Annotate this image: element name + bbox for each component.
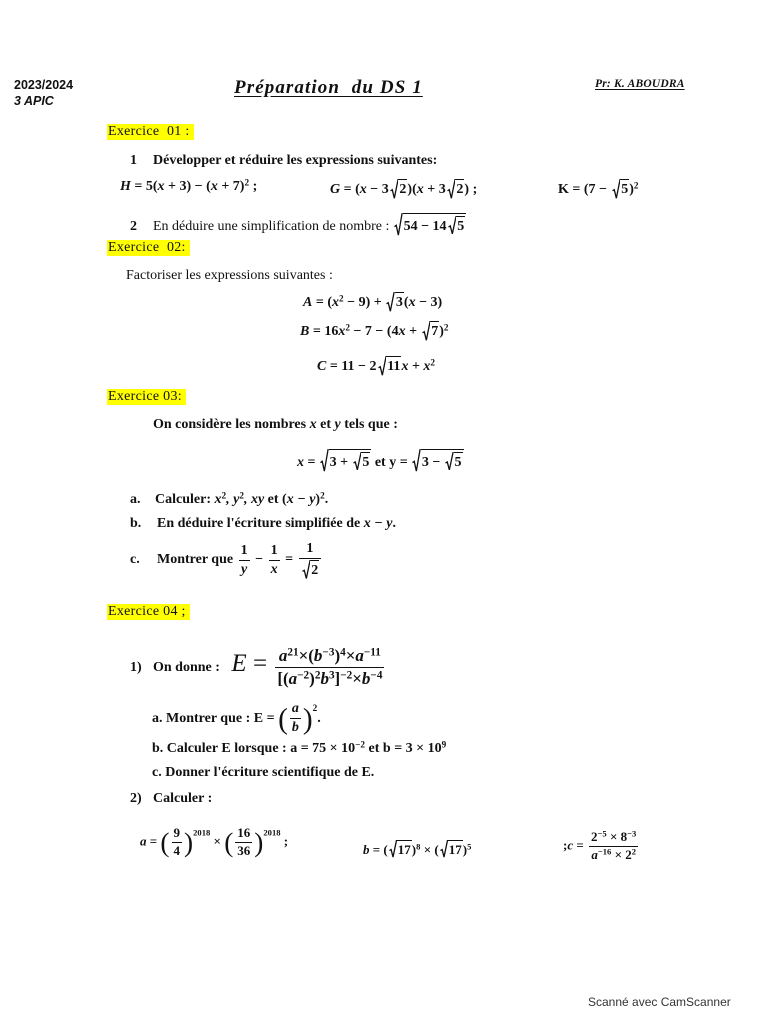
- math-text: 2: [591, 829, 598, 844]
- math-variable: x: [309, 417, 317, 432]
- superscript: [370, 669, 382, 681]
- superscript: [598, 847, 611, 857]
- math-text: 2: [320, 490, 325, 501]
- math-text: =: [304, 455, 319, 470]
- math-variable: x: [297, 455, 304, 470]
- math-text: 2018: [263, 827, 281, 838]
- math-text: = 11 − 2: [326, 359, 377, 374]
- radical-sign-icon: [612, 179, 621, 199]
- math-text: 3: [328, 668, 335, 681]
- math-variable: b: [320, 668, 329, 688]
- expression-b: [300, 321, 449, 341]
- math-text: ×: [210, 833, 225, 849]
- math-text: 3: [395, 295, 403, 310]
- teacher-name: Pr: K. ABOUDRA: [595, 78, 685, 90]
- math-text: Montrer que: [157, 552, 237, 568]
- radical-sign-icon: [447, 179, 456, 199]
- math-variable: a: [278, 646, 288, 665]
- fraction-numerator: [275, 646, 384, 668]
- radical-sign-icon: [302, 560, 311, 579]
- exercise-3-item-c: [130, 541, 323, 579]
- math-variable: , xy: [243, 492, 265, 507]
- math-text: 1: [240, 542, 248, 558]
- math-text: 21: [287, 646, 299, 659]
- fraction-denominator: [269, 561, 280, 578]
- math-text: 2: [311, 563, 319, 579]
- math-variable: , y: [226, 492, 240, 507]
- square-root: [302, 560, 320, 579]
- math-text: ]: [334, 668, 341, 688]
- math-text: −: [251, 552, 267, 568]
- superscript: [355, 739, 365, 749]
- fraction: [239, 543, 250, 578]
- math-variable: c: [567, 837, 574, 853]
- radical-sign-icon: [378, 356, 387, 376]
- fraction-denominator: [589, 847, 638, 863]
- math-text: Calculer:: [155, 492, 215, 507]
- fraction-denominator: [299, 559, 322, 579]
- math-text: ): [629, 182, 634, 197]
- expression-e-lhs: [231, 650, 273, 677]
- radical-sign-icon: [390, 179, 399, 199]
- fraction: [235, 826, 252, 859]
- radicand: [454, 452, 463, 470]
- radicand: [386, 356, 401, 374]
- math-text: 2: [338, 293, 344, 304]
- question-number: 1): [130, 659, 142, 675]
- math-variable: x: [423, 359, 431, 374]
- square-root: [612, 179, 630, 199]
- question-text: Calculer :: [153, 791, 213, 806]
- radical-sign-icon: [353, 452, 362, 470]
- math-text: 5: [621, 182, 629, 197]
- radicand: [329, 449, 372, 470]
- math-variable: x: [398, 324, 406, 339]
- math-text: 2: [221, 490, 227, 501]
- exercise-3-item-b: [130, 516, 396, 533]
- exercise-4-item-c: [152, 765, 374, 782]
- calculation-a: [140, 826, 288, 859]
- math-variable: B: [300, 324, 310, 339]
- square-root: [386, 292, 404, 312]
- superscript: [444, 322, 449, 332]
- superscript: [322, 646, 334, 658]
- superscript: [364, 646, 381, 658]
- math-variable: b: [291, 720, 299, 736]
- math-text: ): [411, 842, 417, 857]
- math-text: 2: [456, 182, 464, 197]
- expression-k: [558, 179, 638, 199]
- math-text: 2: [399, 182, 407, 197]
- radicand: [403, 213, 467, 234]
- radicand: [421, 449, 464, 470]
- math-text: et b = 3 × 10: [365, 741, 442, 756]
- math-variable: x: [210, 179, 218, 194]
- radicand: [430, 321, 439, 339]
- exercise-1-question-2: [130, 213, 466, 236]
- math-text: 4: [173, 842, 181, 858]
- exercise-1-label: Exercice 01 :: [107, 124, 194, 140]
- radicand: [620, 179, 629, 197]
- exercise-4-question-1: [130, 646, 386, 688]
- item-text: [157, 516, 396, 531]
- exercise-3-label: Exercice 03:: [107, 389, 186, 405]
- math-text: × (: [420, 842, 439, 857]
- expression-e-fraction: [273, 646, 386, 688]
- fraction-denominator: [239, 561, 249, 578]
- big-parenthesis: (: [224, 827, 234, 858]
- math-text: ;: [563, 837, 568, 853]
- exercise-1-question-1: [130, 153, 437, 170]
- math-text: 2: [239, 490, 244, 501]
- calculation-b: [363, 840, 471, 858]
- fraction: [275, 646, 384, 688]
- math-text: = 5(: [130, 179, 158, 194]
- big-parenthesis: ): [184, 827, 194, 858]
- math-text: a. Montrer que : E =: [152, 710, 279, 726]
- math-text: −4: [370, 668, 383, 681]
- math-variable: b: [363, 842, 370, 857]
- math-variable: a: [140, 833, 147, 849]
- math-text: b. Calculer E lorsque : a = 75 × 10: [152, 741, 356, 756]
- superscript: [467, 842, 471, 852]
- math-text: 5: [457, 219, 465, 234]
- expression-h: [120, 179, 257, 196]
- radical-sign-icon: [412, 449, 421, 472]
- exercise-2-label: Exercice 02:: [107, 240, 190, 256]
- math-text: 2: [345, 322, 350, 333]
- square-root: [445, 452, 463, 470]
- math-text: 11: [387, 359, 401, 374]
- radicand: [398, 179, 407, 197]
- radicand: [395, 292, 404, 310]
- math-text: 5: [467, 841, 472, 852]
- math-variable: x: [157, 179, 165, 194]
- big-parenthesis: (: [278, 703, 288, 736]
- radicand: [310, 560, 319, 578]
- math-text: 2: [631, 846, 637, 857]
- item-text: [155, 492, 328, 507]
- math-text: −2: [355, 739, 366, 750]
- fraction: [299, 541, 322, 579]
- fraction-denominator: [275, 668, 384, 689]
- math-text: 1: [270, 542, 278, 558]
- math-text: K = (7 −: [558, 182, 611, 197]
- math-text: − 3: [366, 182, 389, 197]
- nested-root-expression: [393, 219, 466, 234]
- square-root: [412, 449, 463, 472]
- superscript: [287, 646, 298, 658]
- math-text: .: [324, 492, 329, 507]
- superscript: [634, 180, 639, 190]
- math-text: 2: [314, 668, 321, 681]
- math-text: ) ;: [464, 182, 478, 197]
- math-text: −11: [363, 646, 381, 659]
- calculation-c: [563, 830, 640, 863]
- math-text: ×(: [298, 646, 314, 665]
- math-text: 2018: [193, 827, 211, 838]
- math-text: 17: [448, 842, 462, 857]
- math-variable: y: [334, 417, 341, 432]
- superscript: [442, 739, 447, 749]
- exercise-4-question-2: [130, 791, 212, 808]
- math-text: ): [334, 646, 341, 665]
- math-text: tels que :: [340, 417, 398, 432]
- question-number: 2): [130, 791, 142, 806]
- math-text: = (: [312, 295, 332, 310]
- math-text: 1: [306, 541, 314, 556]
- math-text: − 7 − (4: [349, 324, 399, 339]
- fraction-denominator: [290, 719, 301, 736]
- radical-sign-icon: [422, 321, 431, 341]
- math-variable: a: [355, 646, 364, 665]
- question-number: 2: [130, 219, 137, 234]
- fraction-numerator: [235, 826, 252, 843]
- math-text: =: [246, 649, 274, 677]
- math-text: On considère les nombres: [153, 417, 310, 432]
- math-variable: b: [313, 646, 323, 665]
- math-text: 4: [340, 646, 346, 659]
- math-variable: H: [120, 179, 131, 194]
- math-text: 9: [441, 739, 447, 750]
- math-variable: x: [331, 295, 339, 310]
- math-variable: x: [270, 561, 278, 577]
- math-text: −3: [627, 828, 637, 839]
- math-text: ): [439, 324, 444, 339]
- math-text: − 3): [415, 295, 443, 310]
- math-text: 5: [454, 455, 462, 470]
- superscript: [263, 828, 280, 838]
- math-text: +: [405, 324, 421, 339]
- math-variable: G: [330, 182, 341, 197]
- exercise-4-item-b: [152, 741, 446, 758]
- math-variable: x: [359, 182, 367, 197]
- radical-sign-icon: [440, 840, 448, 858]
- math-text: 2: [633, 180, 639, 191]
- math-text: 2: [244, 177, 250, 188]
- math-text: 3 +: [329, 455, 352, 470]
- question-text: Développer et réduire les expressions suivantes:: [153, 153, 438, 168]
- exercise-3-instruction: [153, 417, 398, 434]
- fraction: [290, 701, 301, 736]
- expression-a: [303, 292, 442, 312]
- math-text: et: [316, 417, 335, 432]
- radical-sign-icon: [445, 452, 454, 470]
- question-text: En déduire une simplification de nombre :: [153, 219, 390, 234]
- radical-sign-icon: [394, 213, 403, 236]
- radicand: [361, 452, 370, 470]
- math-variable: x: [401, 359, 409, 374]
- radical-sign-icon: [389, 840, 397, 858]
- math-text: ×: [352, 668, 362, 688]
- page-title: Préparation du DS 1: [234, 77, 423, 98]
- math-text: × 8: [606, 829, 628, 844]
- radicand: [455, 179, 464, 197]
- exercise-4-item-a: [152, 701, 321, 736]
- definition-x-y: [297, 449, 464, 472]
- math-variable: x: [214, 492, 222, 507]
- square-root: [389, 840, 412, 858]
- item-marker: b.: [130, 516, 142, 531]
- math-text: ;: [249, 179, 258, 194]
- math-text: +: [408, 359, 424, 374]
- expression-g: [330, 179, 477, 199]
- math-text: 3 −: [421, 455, 444, 470]
- math-text: c. Donner l'écriture scientifique de E.: [152, 765, 375, 780]
- math-text: .: [392, 516, 396, 531]
- math-text: + 3) − (: [164, 179, 211, 194]
- square-root: [422, 321, 440, 341]
- math-text: )(: [407, 182, 417, 197]
- math-text: ): [309, 668, 315, 688]
- square-root: [448, 216, 466, 234]
- fraction: [589, 830, 638, 863]
- math-text: [(: [277, 668, 289, 688]
- radical-sign-icon: [448, 216, 457, 234]
- question-text: On donne :: [153, 659, 220, 675]
- fraction-numerator: [589, 830, 638, 847]
- math-text: (: [403, 295, 409, 310]
- math-text: =: [573, 837, 588, 853]
- math-variable: A: [303, 295, 313, 310]
- school-year: 2023/2024: [14, 78, 74, 92]
- math-text: + 3: [423, 182, 446, 197]
- superscript: [297, 669, 309, 681]
- square-root: [440, 840, 463, 858]
- fraction-denominator: [172, 843, 183, 859]
- math-variable: y: [240, 561, 248, 577]
- math-text: − 9) +: [343, 295, 386, 310]
- math-text: =: [146, 833, 161, 849]
- math-variable: x: [338, 324, 346, 339]
- superscript: [193, 828, 210, 838]
- math-text: 2: [312, 703, 318, 714]
- math-text: 8: [416, 841, 421, 852]
- big-parenthesis: (: [160, 827, 170, 858]
- superscript: [340, 669, 352, 681]
- radical-sign-icon: [320, 449, 329, 472]
- big-parenthesis: ): [302, 703, 313, 736]
- math-variable: x − y: [286, 492, 316, 507]
- math-text: = 16: [309, 324, 339, 339]
- math-text: 16: [237, 825, 251, 840]
- math-text: 9: [173, 825, 181, 840]
- math-text: 7: [431, 324, 439, 339]
- square-root: [320, 449, 371, 472]
- fraction: [269, 543, 280, 578]
- math-text: ;: [280, 833, 289, 849]
- superscript: [627, 829, 636, 839]
- square-root: [353, 452, 371, 470]
- exercise-4-label: Exercice 04 ;: [107, 604, 190, 620]
- big-parenthesis: ): [254, 827, 264, 858]
- math-text: −3: [322, 646, 335, 659]
- radicand: [448, 840, 463, 857]
- superscript: [430, 357, 435, 367]
- exercise-2-instruction: Factoriser les expressions suivantes :: [126, 268, 333, 283]
- math-variable: a: [591, 846, 598, 862]
- square-root: [390, 179, 408, 199]
- math-text: −2: [297, 668, 310, 681]
- fraction: [172, 826, 183, 859]
- fraction-numerator: [299, 541, 322, 559]
- fraction-numerator: [290, 701, 301, 719]
- fraction-denominator: [235, 843, 252, 859]
- square-root: [378, 356, 402, 376]
- math-text: = (: [340, 182, 360, 197]
- math-variable: a: [288, 668, 298, 688]
- square-root: [394, 213, 466, 236]
- radicand: [397, 840, 412, 857]
- math-text: En déduire l'écriture simplifiée de: [157, 516, 364, 531]
- math-text: 5: [362, 455, 370, 470]
- math-text: 54 − 14: [403, 219, 447, 234]
- superscript: [632, 847, 636, 857]
- math-text: −5: [597, 828, 607, 839]
- superscript: [598, 829, 607, 839]
- math-variable: a: [291, 701, 299, 716]
- math-text: ): [462, 842, 468, 857]
- math-variable: x: [408, 295, 416, 310]
- expression-c: [317, 356, 435, 376]
- math-text: = (: [369, 842, 388, 857]
- exercise-3-item-a: [130, 492, 328, 509]
- math-variable: C: [317, 359, 327, 374]
- item-marker: c.: [130, 552, 140, 568]
- math-text: 17: [397, 842, 411, 857]
- math-text: −2: [340, 668, 353, 681]
- math-text: et (: [264, 492, 287, 507]
- math-text: .: [317, 710, 321, 726]
- math-text: 2: [443, 322, 449, 333]
- square-root: [447, 179, 465, 199]
- math-text: et y =: [371, 455, 412, 470]
- fraction-numerator: [239, 543, 250, 561]
- fraction-numerator: [269, 543, 280, 561]
- scanner-watermark: Scanné avec CamScanner: [588, 995, 731, 1009]
- class-level: 3 APIC: [14, 94, 54, 108]
- math-text: × 2: [611, 846, 632, 862]
- math-text: ×: [345, 646, 356, 665]
- math-text: 2: [430, 357, 436, 368]
- math-variable: b: [361, 668, 371, 688]
- math-variable: x − y: [363, 516, 393, 531]
- math-text: + 7): [217, 179, 245, 194]
- math-text: ): [315, 492, 321, 507]
- math-variable: x: [416, 182, 424, 197]
- math-text: 36: [237, 842, 251, 858]
- fraction-numerator: [172, 826, 183, 843]
- radicand: [456, 216, 465, 234]
- math-text: −16: [597, 846, 612, 857]
- item-text: [157, 541, 323, 579]
- item-marker: a.: [130, 492, 141, 507]
- question-number: 1: [130, 153, 137, 168]
- math-variable: E: [231, 649, 247, 677]
- radical-sign-icon: [386, 292, 395, 312]
- math-text: =: [281, 552, 297, 568]
